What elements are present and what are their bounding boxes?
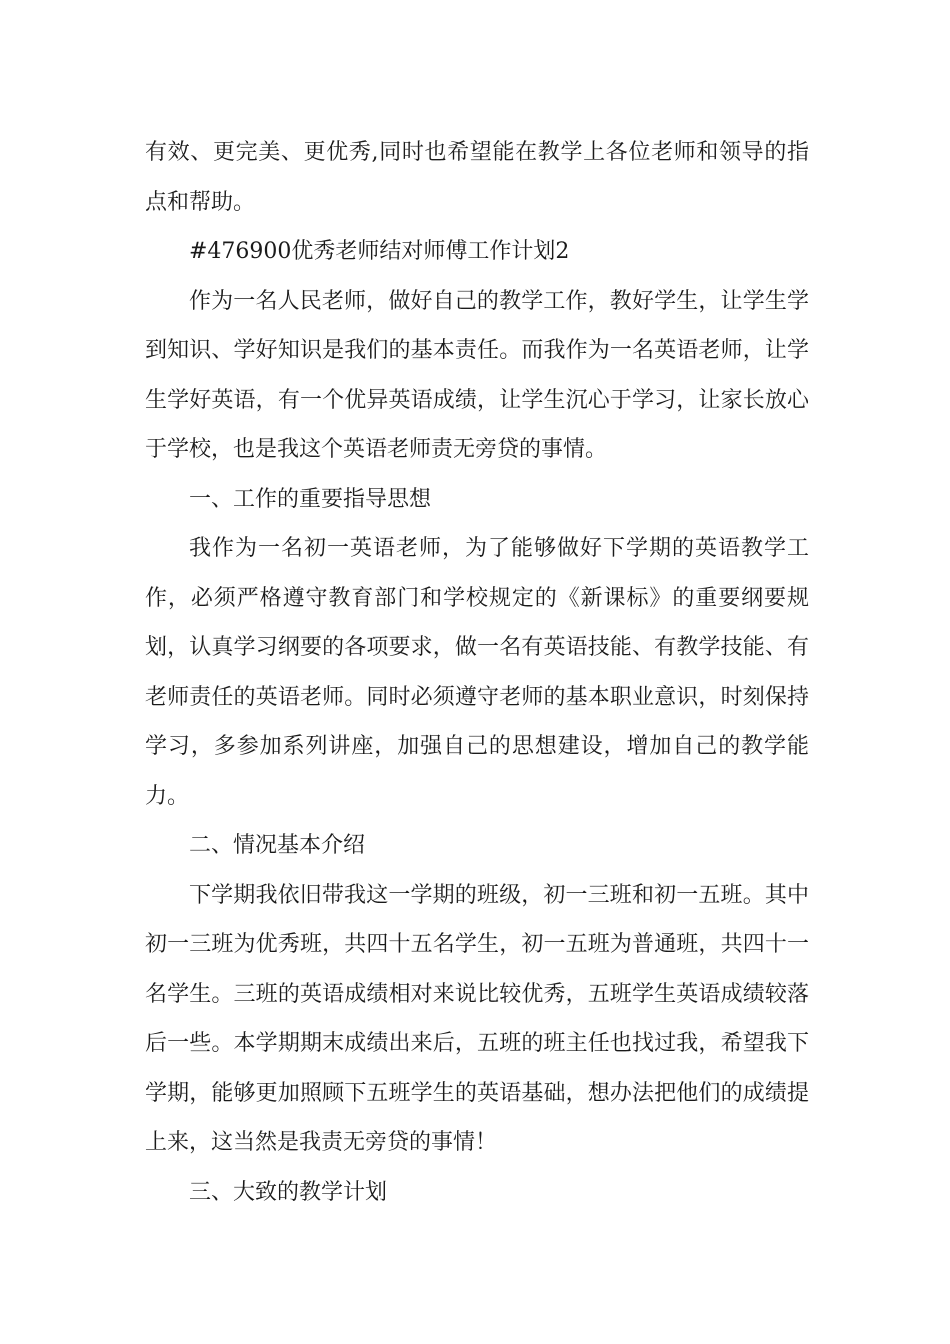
heading-teaching-plan: 三、大致的教学计划 (189, 1179, 388, 1205)
document-page (145, 128, 809, 1217)
paragraph-situation: 下学期我依旧带我这一学期的班级，初一三班和初一五班。其中初一三班为优秀班，共四十五名学生，初一五班为普通班，共四十一名学生。三班的英语成绩相对来说比较优秀，五班学生英语成绩较落后一些。本学期期末成绩出来后，五班的班主任也找过我，希望我下学期，能够更加照顾下五班学生的英语基础，想办法把他们的成绩提上来，这当然是我责无旁贷的事情！ (145, 882, 809, 1155)
heading-situation: 二、情况基本介绍 (189, 833, 366, 858)
heading-guiding-thought: 一、工作的重要指导思想 (189, 486, 432, 512)
paragraph-intro: 作为一名人民老师，做好自己的教学工作，教好学生，让学生学到知识、学好知识是我们的基本责任。而我作为一名英语老师，让学生学好英语，有一个优异英语成绩，让学生沉心于学习，让家长放心于学校，也是我这个英语老师责无旁贷的事情。 (145, 288, 809, 462)
paragraph-guiding-thought: 我作为一名初一英语老师，为了能够做好下学期的英语教学工作，必须严格遵守教育部门和学校规定的《新课标》的重要纲要规划，认真学习纲要的各项要求，做一名有英语技能、有教学技能、有老师责任的英语老师。同时必须遵守老师的基本职业意识，时刻保持学习，多参加系列讲座，加强自己的思想建设，增加自己的教学能力。 (145, 536, 809, 809)
section-title: #476900优秀老师结对师傅工作计划2 (189, 239, 570, 264)
paragraph-continuation: 有效、更完美、更优秀,同时也希望能在教学上各位老师和领导的指点和帮助。 (145, 140, 809, 215)
